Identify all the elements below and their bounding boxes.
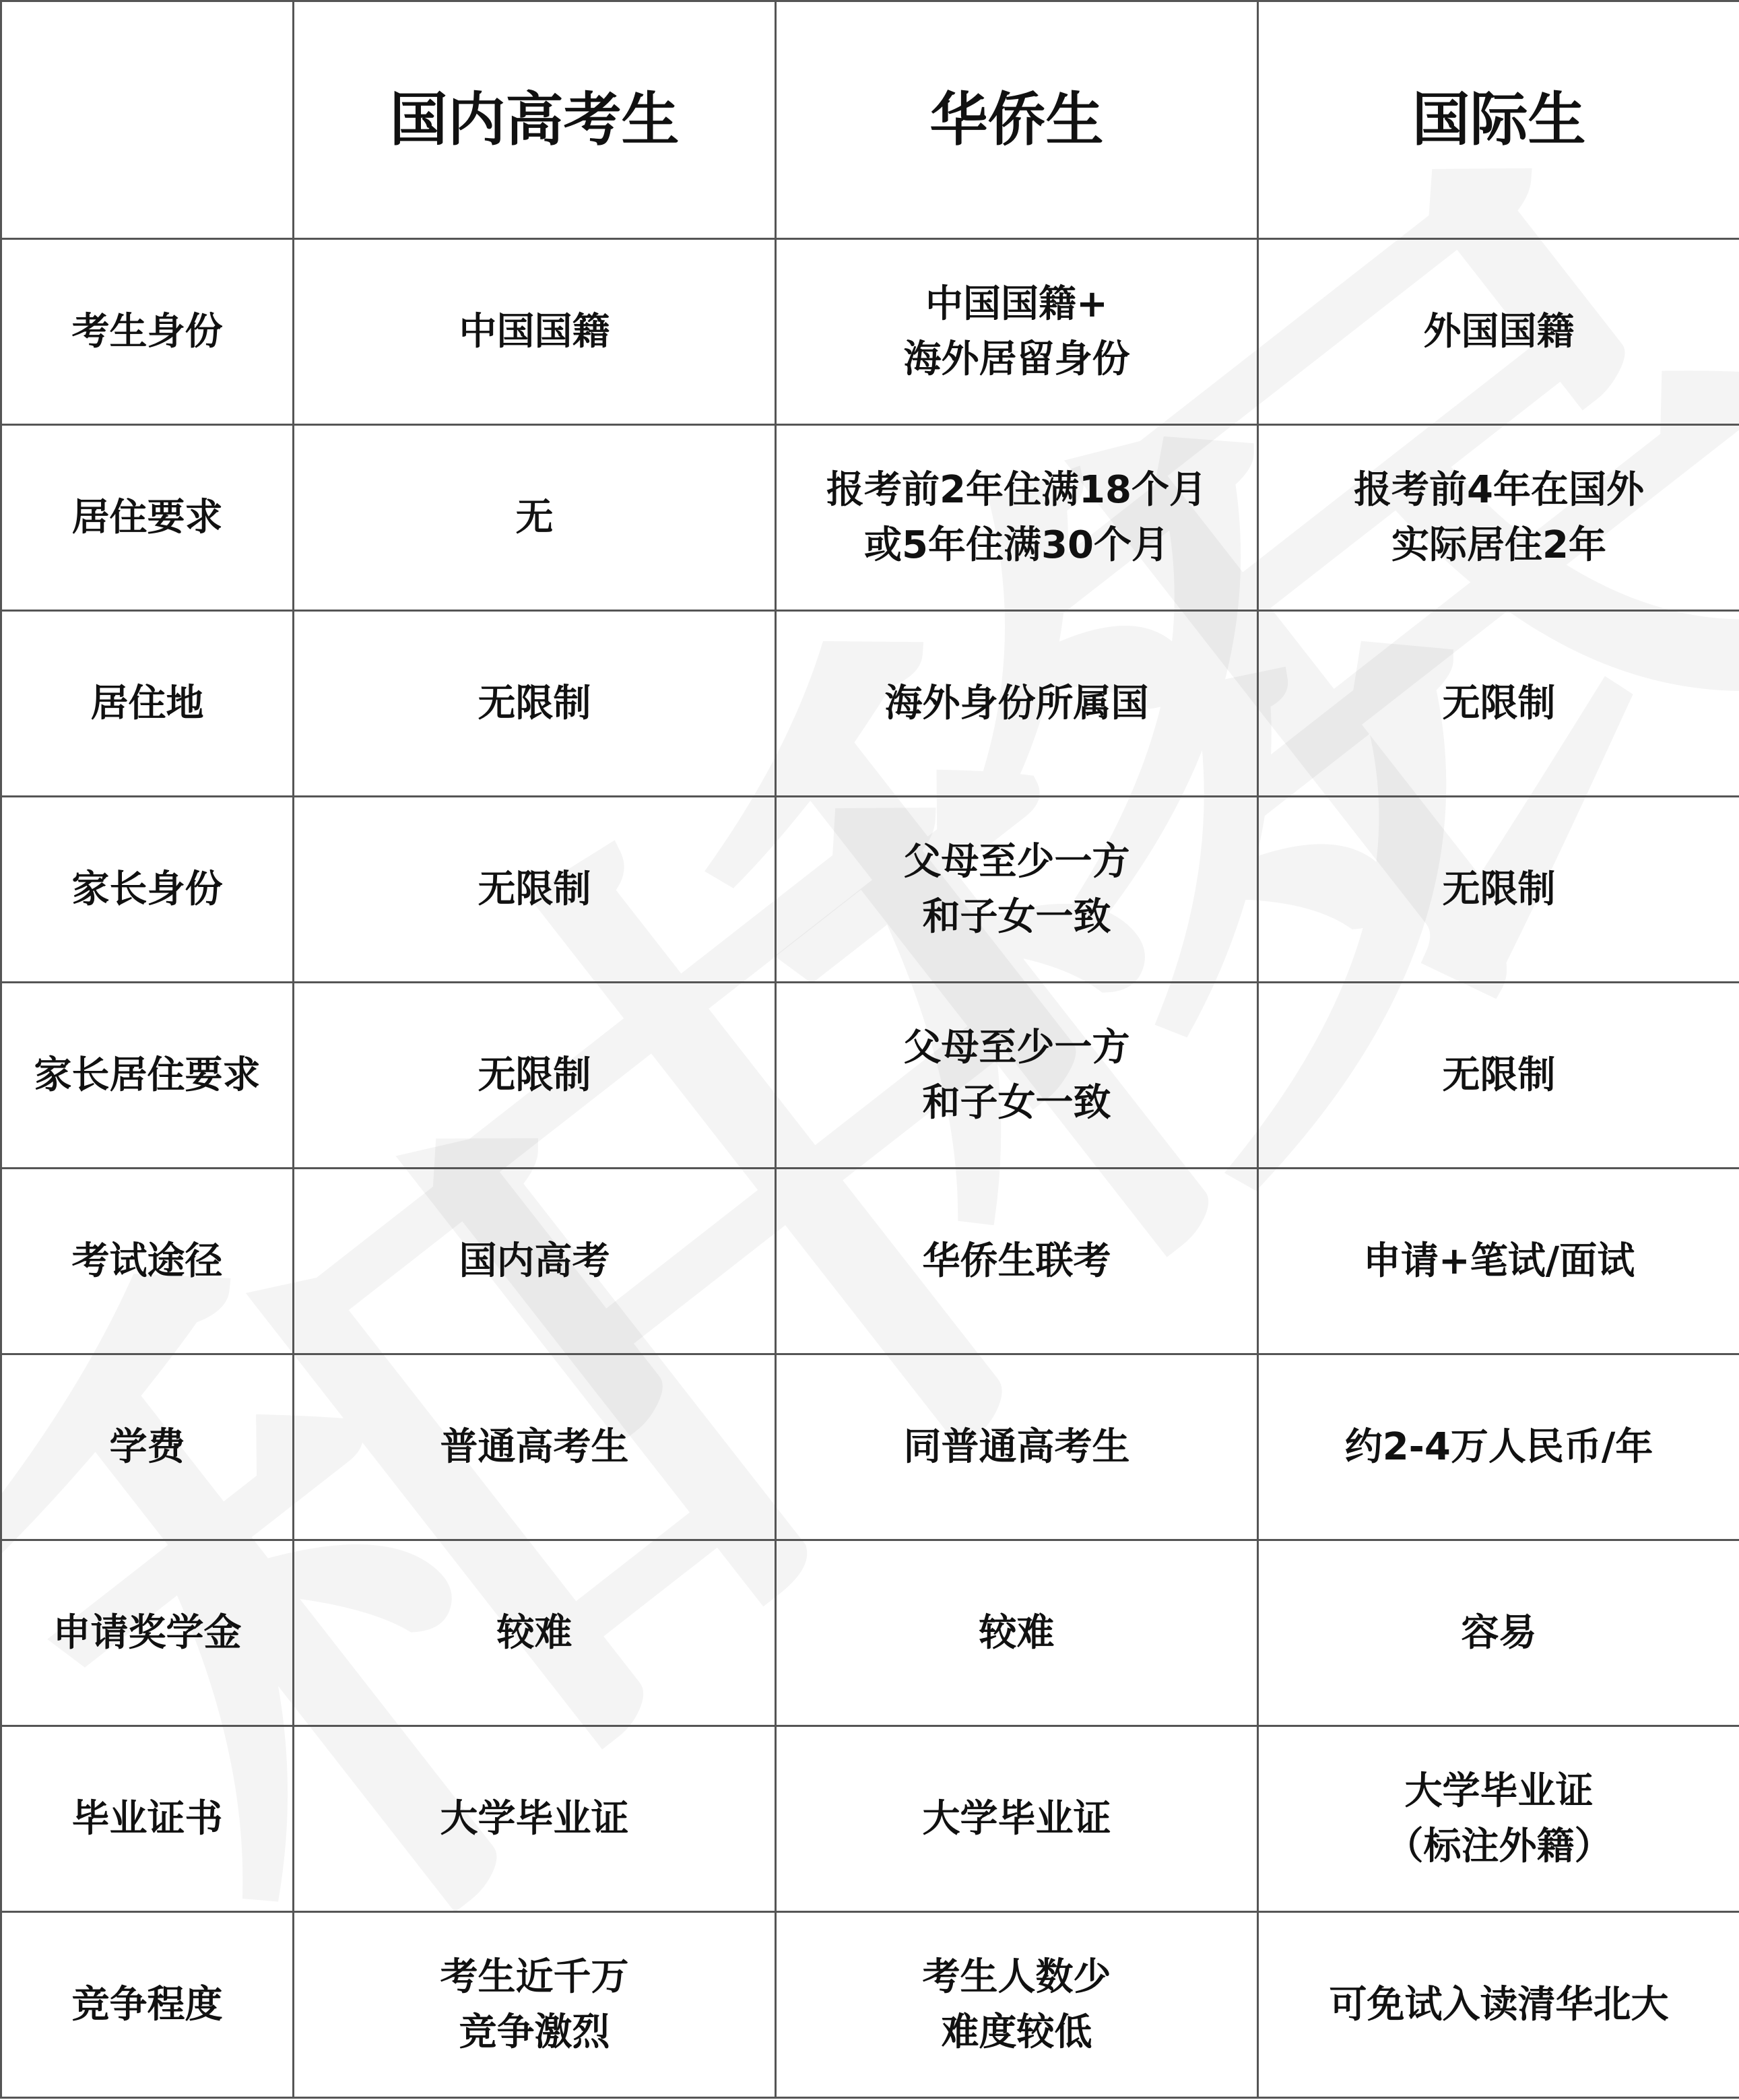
- table-cell: 海外身份所属国: [776, 611, 1258, 797]
- corner-cell: [1, 1, 294, 239]
- row-label: 考试途径: [1, 1169, 294, 1354]
- table-row: [1, 425, 1739, 611]
- table-cell: 大学毕业证 （标注外籍）: [1258, 1726, 1739, 1912]
- table-cell: 大学毕业证: [294, 1726, 776, 1912]
- table-cell: 中国国籍: [294, 239, 776, 425]
- table-cell: 中国国籍+ 海外居留身份: [776, 239, 1258, 425]
- table-cell: 容易: [1258, 1540, 1739, 1726]
- table-cell: 无限制: [294, 983, 776, 1169]
- column-header-international: 国际生: [1258, 1, 1739, 239]
- table-cell: 报考前2年住满18个月 或5年住满30个月: [776, 425, 1258, 611]
- row-label: 家长身份: [1, 797, 294, 983]
- table-cell: 无限制: [1258, 983, 1739, 1169]
- table-row: [1, 983, 1739, 1169]
- table-row: [1, 239, 1739, 425]
- table-cell: 申请+笔试/面试: [1258, 1169, 1739, 1354]
- table-row: [1, 797, 1739, 983]
- table-cell: 大学毕业证: [776, 1726, 1258, 1912]
- column-header-domestic: 国内高考生: [294, 1, 776, 239]
- table-row: [1, 1169, 1739, 1354]
- table-cell: 同普通高考生: [776, 1354, 1258, 1540]
- table-cell: 无限制: [294, 797, 776, 983]
- table-row: [1, 1354, 1739, 1540]
- table-cell: 父母至少一方 和子女一致: [776, 983, 1258, 1169]
- table-cell: 无限制: [1258, 797, 1739, 983]
- table-cell: 考生人数少 难度较低: [776, 1912, 1258, 2098]
- table-row: [1, 1726, 1739, 1912]
- table-cell: 可免试入读清华北大: [1258, 1912, 1739, 2098]
- row-label: 申请奖学金: [1, 1540, 294, 1726]
- table-cell: 普通高考生: [294, 1354, 776, 1540]
- table-cell: 较难: [776, 1540, 1258, 1726]
- table-cell: 国内高考: [294, 1169, 776, 1354]
- table-row: [1, 611, 1739, 797]
- row-label: 竞争程度: [1, 1912, 294, 2098]
- row-label: 考生身份: [1, 239, 294, 425]
- row-label: 家长居住要求: [1, 983, 294, 1169]
- table-row: [1, 1540, 1739, 1726]
- table-row: [1, 1912, 1739, 2098]
- column-header-overseas-chinese: 华侨生: [776, 1, 1258, 239]
- table-cell: 约2-4万人民币/年: [1258, 1354, 1739, 1540]
- table-cell: 无限制: [294, 611, 776, 797]
- row-label: 毕业证书: [1, 1726, 294, 1912]
- table-cell: 报考前4年在国外 实际居住2年: [1258, 425, 1739, 611]
- table-cell: 较难: [294, 1540, 776, 1726]
- row-label: 居住要求: [1, 425, 294, 611]
- table-cell: 无限制: [1258, 611, 1739, 797]
- table-cell: 父母至少一方 和子女一致: [776, 797, 1258, 983]
- table-cell: 无: [294, 425, 776, 611]
- row-label: 学费: [1, 1354, 294, 1540]
- row-label: 居住地: [1, 611, 294, 797]
- table-cell: 华侨生联考: [776, 1169, 1258, 1354]
- table-cell: 外国国籍: [1258, 239, 1739, 425]
- header-row: [1, 1, 1739, 239]
- table-cell: 考生近千万 竞争激烈: [294, 1912, 776, 2098]
